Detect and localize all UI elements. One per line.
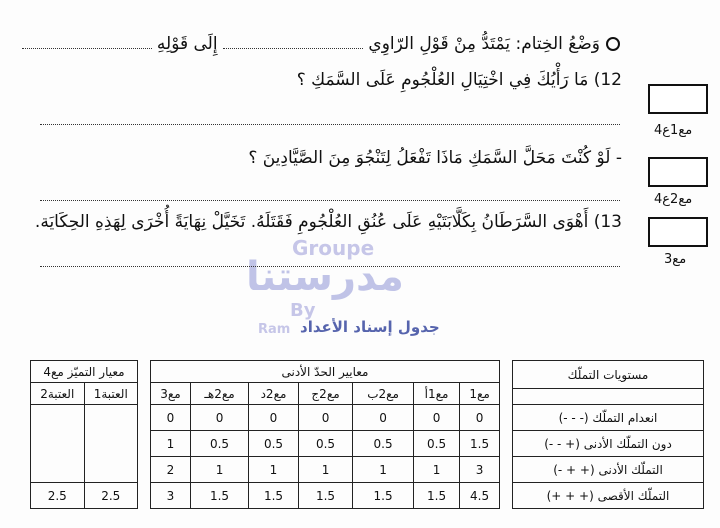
table-row	[151, 457, 500, 483]
mastery-row: التملّك الأدنى (+ + -)	[513, 457, 704, 483]
score-label-3: مع3	[664, 252, 687, 267]
cell: 1	[353, 457, 414, 483]
cell: 0.5	[249, 431, 299, 457]
cell: 0	[249, 405, 299, 431]
mastery-levels-table	[512, 360, 704, 509]
cell: 1.5	[353, 483, 414, 509]
col-header: العتبة1	[84, 383, 137, 405]
cell: 1.5	[414, 483, 460, 509]
score-box-2[interactable]	[648, 157, 708, 187]
answer-line-12[interactable]	[40, 124, 620, 125]
mastery-header: مستويات التملّك	[513, 361, 704, 389]
cell: 0	[414, 405, 460, 431]
cell: 1.5	[460, 431, 500, 457]
mastery-row: التملّك الأقصى (+ + +)	[513, 483, 704, 509]
cell: 3	[460, 457, 500, 483]
col-header: مع2ب	[353, 383, 414, 405]
watermark-caption: جدول إسناد الأعداد	[300, 318, 440, 336]
cell	[31, 405, 85, 483]
col-header: مع1	[460, 383, 500, 405]
cell: 2.5	[84, 483, 137, 509]
cell: 0	[151, 405, 191, 431]
cell: 1	[249, 457, 299, 483]
table-row	[151, 483, 500, 509]
cell: 1.5	[190, 483, 248, 509]
watermark-name: مدرستنا	[246, 254, 404, 300]
question-13: 13) أَهْوَى السَّرَطَانُ بِكَلَّابَتَيْهِ عَلَى عُنُقِ العُلْجُومِ فَقَتَلَهُ. تَخَيَّلْ نِهَايَةً أُخْرَى لِهَذِهِ الحِكَايَة.	[34, 212, 622, 232]
cell: 1	[190, 457, 248, 483]
question-12: 12) مَا رَأْيُكَ فِي اخْتِيَالِ العُلْجُومِ عَلَى السَّمَكِ ؟	[296, 70, 622, 90]
cell: 3	[151, 483, 191, 509]
cell: 1	[298, 457, 352, 483]
cell: 0.5	[353, 431, 414, 457]
cell: 0.5	[414, 431, 460, 457]
cell: 1	[151, 431, 191, 457]
excellence-table	[30, 360, 138, 509]
table-row	[151, 431, 500, 457]
cell: 1.5	[249, 483, 299, 509]
cell: 4.5	[460, 483, 500, 509]
col-header: العتبة2	[31, 383, 85, 405]
cell: 1	[414, 457, 460, 483]
answer-line-13[interactable]	[40, 266, 620, 267]
col-header: مع3	[151, 383, 191, 405]
col-header: مع2ج	[298, 383, 352, 405]
mastery-spacer	[513, 389, 704, 405]
mastery-row: انعدام التملّك (- - -)	[513, 405, 704, 431]
cell: 0	[298, 405, 352, 431]
score-box-3[interactable]	[648, 217, 708, 247]
min-criteria-header: معايير الحدّ الأدنى	[151, 361, 500, 383]
cell: 0.5	[190, 431, 248, 457]
score-box-1[interactable]	[648, 84, 708, 114]
cell: 0.5	[298, 431, 352, 457]
cell: 2	[151, 457, 191, 483]
question-fish: - لَوْ كُنْتَ مَحَلَّ السَّمَكِ مَاذَا تَفْعَلُ لِتَنْجُوَ مِنَ الصَّيَّادِينَ ؟	[248, 148, 622, 168]
cell: 2.5	[31, 483, 85, 509]
watermark-ram: Ram	[258, 322, 291, 337]
cell: 0	[353, 405, 414, 431]
cell: 0	[460, 405, 500, 431]
bullet-circle-icon	[606, 37, 620, 51]
score-label-2: مع2ع4	[654, 192, 693, 207]
score-label-1: مع1ع4	[654, 123, 693, 138]
col-header: مع2هـ	[190, 383, 248, 405]
col-header: مع2د	[249, 383, 299, 405]
excellence-header: معيار التميّز مع4	[31, 361, 138, 383]
question-closure: وَضْعُ الخِتام: يَمْتَدُّ مِنْ قَوْلِ الرّاوِي إِلَى قَوْلِهِ	[170, 34, 620, 54]
watermark-groupe: Groupe	[292, 236, 375, 260]
watermark-by: By	[290, 300, 316, 321]
cell: 1.5	[298, 483, 352, 509]
min-criteria-table	[150, 360, 500, 509]
mastery-row: دون التملّك الأدنى (+ - -)	[513, 431, 704, 457]
col-header: مع1أ	[414, 383, 460, 405]
answer-line-fish[interactable]	[40, 200, 620, 201]
cell	[84, 405, 137, 483]
table-row	[151, 405, 500, 431]
cell: 0	[190, 405, 248, 431]
